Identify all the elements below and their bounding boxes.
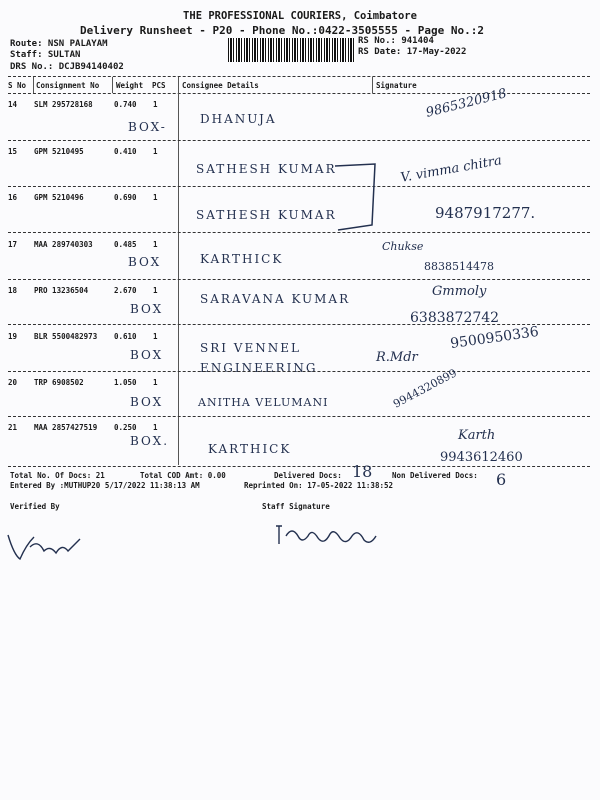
row-20-signature: 9944320899	[391, 366, 459, 411]
verified-signature	[4, 525, 84, 565]
staff-signature-label: Staff Signature	[262, 502, 330, 511]
row-20-consignment: TRP 6908502	[34, 378, 84, 387]
row-15-consignment: GPM 5210495	[34, 147, 84, 156]
row-14-sno: 14	[8, 100, 18, 109]
row-21-pcs: 1	[153, 423, 158, 432]
row-17-weight: 0.485	[114, 240, 137, 249]
drs-number: DRS No.: DCJB94140402	[10, 62, 124, 72]
row-19-pcs: 1	[153, 332, 158, 341]
col-consignee: Consignee Details	[182, 81, 259, 90]
row-20-pcs: 1	[153, 378, 158, 387]
row-18-pcs: 1	[153, 286, 158, 295]
col-pcs: PCS	[152, 81, 166, 90]
row-16-consignment: GPM 5210496	[34, 193, 84, 202]
row-17-consignment: MAA 289740303	[34, 240, 93, 249]
row-19-scrawl: R.Mdr	[376, 350, 418, 365]
row-19-consignee: SRI VENNEL ENGINEERING	[200, 341, 318, 375]
row-17-signature: 8838514478	[424, 260, 494, 273]
verified-by-label: Verified By	[10, 502, 60, 511]
delivered-docs-label: Delivered Docs:	[274, 471, 342, 480]
route: Route: NSN PALAYAM	[10, 39, 108, 49]
reprinted-on: Reprinted On: 17-05-2022 11:38:52	[244, 481, 394, 490]
row-14-signature: 9865320918	[424, 86, 509, 121]
col-sno: S No	[8, 81, 27, 90]
row-18-scrawl: Gmmoly	[432, 284, 487, 299]
row-15-pcs: 1	[153, 147, 158, 156]
rs-date: RS Date: 17-May-2022	[358, 47, 467, 57]
col-weight: Weight	[116, 81, 144, 90]
row-14-pcs: 1	[153, 100, 158, 109]
bracket-mark	[330, 160, 380, 235]
row-16-sno: 16	[8, 193, 18, 202]
row-17-scrawl: Chukse	[382, 240, 424, 253]
row-20-sno: 20	[8, 378, 18, 387]
row-17-sno: 17	[8, 240, 18, 249]
row-16-pcs: 1	[153, 193, 158, 202]
non-delivered-docs-handwritten: 6	[496, 470, 507, 489]
staff-signature	[272, 518, 382, 552]
row-17-consignee: KARTHICK	[200, 252, 284, 266]
row-14-consignment: SLM 295728168	[34, 100, 93, 109]
runsheet-title: Delivery Runsheet - P20 - Phone No.:0422-3505555 - Page No.:2	[80, 24, 484, 37]
row-19-signature: 9500950336	[449, 323, 540, 353]
row-21-sno: 21	[8, 423, 18, 432]
row-16-consignee: SATHESH KUMAR	[196, 208, 337, 222]
row-20-consignee: ANITHA VELUMANI	[198, 396, 329, 409]
row-19-box: BOX	[130, 348, 164, 362]
row-16-weight: 0.690	[114, 193, 137, 202]
row-18-weight: 2.670	[114, 286, 137, 295]
row-14-weight: 0.740	[114, 100, 137, 109]
row-21-consignee: KARTHICK	[208, 442, 292, 456]
row-17-box: BOX	[128, 255, 162, 269]
row-20-box: BOX	[130, 395, 164, 409]
col-signature: Signature	[376, 81, 417, 90]
company-name: THE PROFESSIONAL COURIERS, Coimbatore	[183, 10, 417, 22]
barcode	[228, 38, 356, 62]
total-docs: Total No. Of Docs: 21	[10, 471, 105, 480]
delivered-docs-handwritten: 18	[352, 462, 373, 481]
row-18-signature: 6383872742	[410, 310, 500, 326]
non-delivered-docs-label: Non Delivered Docs:	[392, 471, 478, 480]
row-18-consignee: SARAVANA KUMAR	[200, 292, 351, 306]
row-18-box: BOX	[130, 302, 164, 316]
rs-number: RS No.: 941404	[358, 36, 434, 46]
row-19-consignment: BLR 5500482973	[34, 332, 98, 341]
row-17-pcs: 1	[153, 240, 158, 249]
row-20-weight: 1.050	[114, 378, 137, 387]
row-14-box: BOX-	[128, 120, 167, 134]
row-19-sno: 19	[8, 332, 18, 341]
total-cod: Total COD Amt: 0.00	[140, 471, 226, 480]
row-14-consignee: DHANUJA	[200, 112, 277, 126]
staff: Staff: SULTAN	[10, 50, 81, 60]
row-21-box: BOX.	[130, 434, 170, 448]
row-19-weight: 0.610	[114, 332, 137, 341]
row-15-consignee: SATHESH KUMAR	[196, 162, 337, 176]
row-21-consignment: MAA 2857427519	[34, 423, 98, 432]
row-21-signature: 9943612460	[440, 450, 523, 465]
row-18-sno: 18	[8, 286, 18, 295]
row-21-weight: 0.250	[114, 423, 137, 432]
row-16-signature: 9487917277.	[435, 204, 536, 222]
col-consignment: Consignment No	[36, 81, 100, 90]
row-18-consignment: PRO 13236504	[34, 286, 89, 295]
row-15-signature: V. vimma chitra	[399, 153, 503, 186]
entered-by: Entered By :MUTHUP20 5/17/2022 11:38:13 AM	[10, 481, 200, 490]
row-15-sno: 15	[8, 147, 18, 156]
row-15-weight: 0.410	[114, 147, 137, 156]
row-21-scrawl: Karth	[458, 428, 496, 443]
